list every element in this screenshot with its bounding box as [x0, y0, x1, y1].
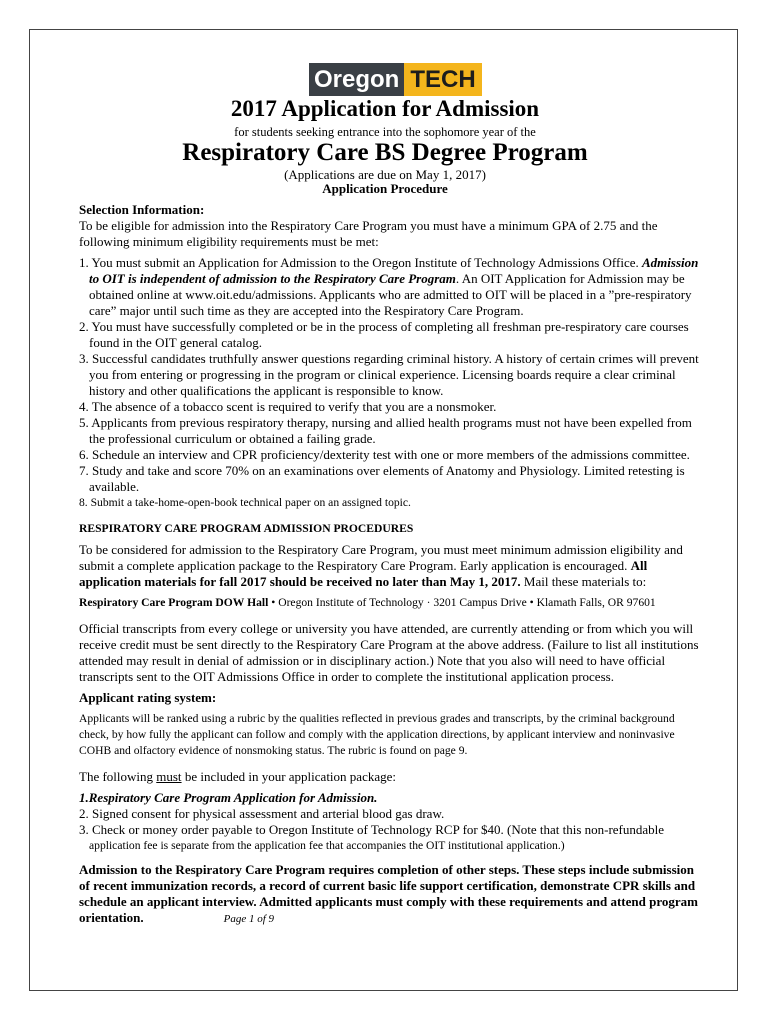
- requirement-3: 3. Successful candidates truthfully answer questions regarding criminal history. A history of certain crimes will prevent you from entering or progressing in the program or clinical experience. Licensing boards require a clear criminal history and other qualifications the applicant is responsible to know.: [79, 351, 699, 398]
- address-rest: • Oregon Institute of Technology · 3201 Campus Drive • Klamath Falls, OR 97601: [268, 596, 656, 609]
- rating-text: Applicants will be ranked using a rubric by the qualities reflected in previous grades and transcripts, by the criminal background check, by how fully the applicant can follow and comply with the application directions, by applicant interview and noninvasive COHB and olfactory evidence of nonsmoking status. The rubric is found on page 9.: [79, 712, 675, 757]
- requirement-7: 7. Study and take and score 70% on an examinations over elements of Anatomy and Physiology. Limited retesting is available.: [79, 463, 685, 494]
- procedures-text: To be considered for admission to the Respiratory Care Program, you must meet minimum admission eligibility and submit a complete application package to the Respiratory Care Program. Early application is encouraged.: [79, 542, 683, 573]
- package-intro-must: must: [156, 769, 182, 784]
- procedures-heading: RESPIRATORY CARE PROGRAM ADMISSION PROCEDURES: [79, 522, 414, 535]
- procedure-heading: Application Procedure: [322, 181, 448, 196]
- requirement-1-text: 1. You must submit an Application for Admission to the Oregon Institute of Technology Admissions Office.: [79, 255, 639, 270]
- procedures-paragraph: [79, 542, 699, 590]
- footer-notice: [79, 862, 699, 927]
- program-title: Respiratory Care BS Degree Program: [182, 139, 588, 166]
- requirement-1-rest: . An OIT Application for Admission may be obtained online at www.oit.edu/admissions. Applicants who are admitted to OIT will be placed in a ”pre-respiratory care” major until such time as they are accepted into the Respiratory Care Program.: [89, 271, 692, 318]
- logo-oregon: Oregon: [309, 63, 404, 96]
- package-intro-a: The following: [79, 769, 157, 784]
- requirement-2: 2. You must have successfully completed or be in the process of completing all freshman pre-respiratory care courses found in the OIT general catalog.: [79, 319, 689, 350]
- footer-text: Admission to the Respiratory Care Program requires completion of other steps. These steps include submission of recent immunization records, a record of current basic life support certification, demonstrate CPR skills and schedule an applicant interview. Admitted applicants must comply with these requirements and attend program orientation.: [79, 862, 698, 925]
- transcripts-paragraph: Official transcripts from every college or university you have attended, are currently attending or from which you will receive credit must be sent directly to the Respiratory Care Program at the above address. (Failure to list all institutions attended may result in denial of admission or in disciplinary action.) Note that you also will need to have official transcripts sent to the OIT Admissions Office in order to complete the institutional application process.: [79, 621, 699, 684]
- requirement-1-emphasis: Admission to OIT is independent of admission to the Respiratory Care Program: [89, 255, 699, 286]
- mailing-address: [79, 595, 699, 611]
- package-intro: [79, 769, 699, 785]
- package-item-1: 1.Respiratory Care Program Application for Admission.: [79, 790, 378, 805]
- requirement-1: [79, 255, 699, 319]
- package-item-3-note: application fee is separate from the application fee that accompanies the OIT institutional application.): [89, 839, 565, 852]
- package-item-3: 3. Check or money order payable to Oregon Institute of Technology RCP for $40. (Note that this non-refundable: [79, 822, 665, 837]
- page-title: 2017 Application for Admission: [230, 96, 540, 121]
- page-number: Page 1 of 9: [223, 913, 275, 925]
- address-department: Respiratory Care Program DOW Hall: [79, 596, 269, 609]
- requirement-5: 5. Applicants from previous respiratory therapy, nursing and allied health programs must not have been expelled from the professional curriculum or obtained a failing grade.: [79, 415, 692, 446]
- package-item-2: 2. Signed consent for physical assessment and arterial blood gas draw.: [79, 806, 445, 821]
- selection-intro: To be eligible for admission into the Respiratory Care Program you must have a minimum GPA of 2.75 and the following minimum eligibility requirements must be met:: [79, 218, 658, 249]
- procedures-mail: Mail these materials to:: [520, 574, 647, 589]
- page-subtitle: for students seeking entrance into the sophomore year of the: [234, 125, 536, 139]
- oregon-tech-logo: [309, 63, 482, 96]
- package-intro-b: be included in your application package:: [181, 769, 396, 784]
- selection-heading: Selection Information:: [79, 202, 205, 217]
- document-body: [79, 202, 699, 927]
- requirement-4: 4. The absence of a tobacco scent is required to verify that you are a nonsmoker.: [79, 399, 497, 414]
- due-date: (Applications are due on May 1, 2017): [284, 167, 486, 182]
- logo-tech: TECH: [404, 63, 481, 96]
- requirement-6: 6. Schedule an interview and CPR proficiency/dexterity test with one or more members of the admissions committee.: [79, 447, 690, 462]
- requirement-8: 8. Submit a take-home-open-book technical paper on an assigned topic.: [79, 496, 411, 509]
- rating-heading: Applicant rating system:: [79, 690, 217, 705]
- procedures-deadline: All application materials for fall 2017 should be received no later than May 1, 2017.: [79, 558, 648, 589]
